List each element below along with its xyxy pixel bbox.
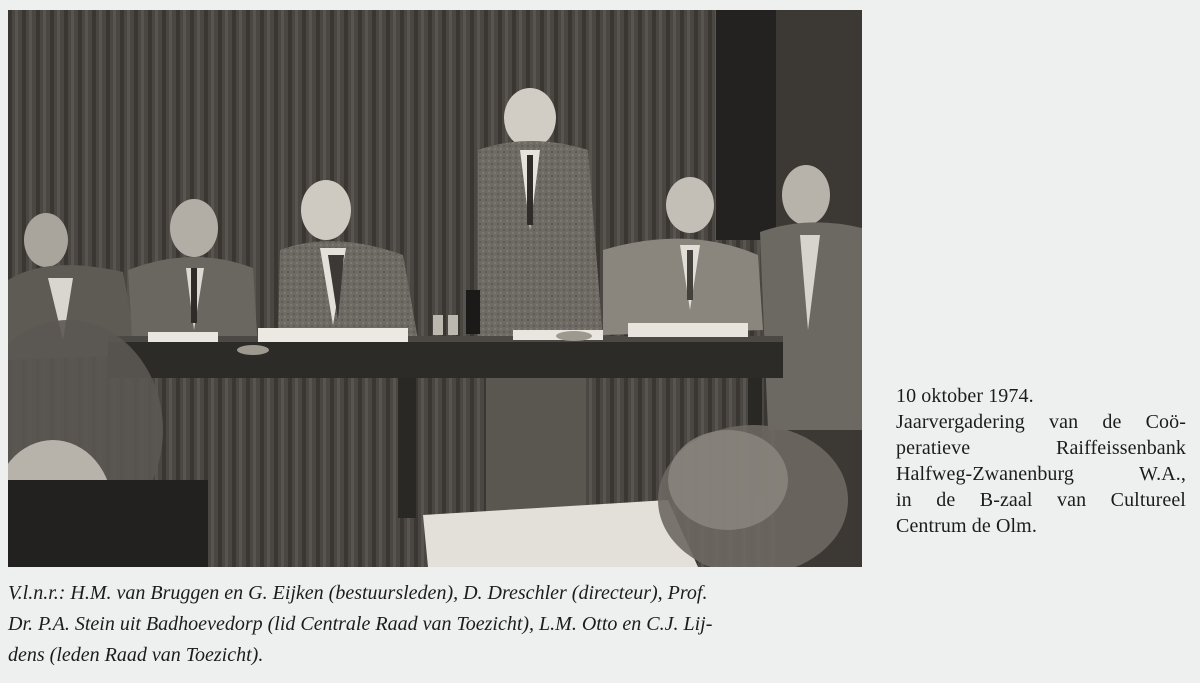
bottom-caption	[8, 578, 868, 671]
person-stein	[478, 88, 603, 515]
bottom-caption-line-2: Dr. P.A. Stein uit Badhoevedorp (lid Centrale Raad van Toezicht), L.M. Otto en C.J. Lij-	[8, 613, 713, 635]
caption-line-1: Jaarvergadering van de Coö-	[896, 411, 1186, 433]
bottom-caption-line-3: dens (leden Raad van Toezicht).	[8, 644, 264, 666]
caption-line-4: in de B-zaal van Cultureel	[896, 489, 1186, 511]
meeting-photo	[8, 10, 862, 567]
caption-line-5: Centrum de Olm.	[896, 515, 1037, 537]
caption-line-3: Halfweg-Zwanenburg W.A.,	[896, 463, 1186, 485]
bottom-caption-line-1: V.l.n.r.: H.M. van Bruggen en G. Eijken (bestuursleden), D. Dreschler (directeur), Prof.	[8, 582, 708, 604]
caption-line-2: peratieve Raiffeissenbank	[896, 437, 1186, 459]
side-caption	[896, 383, 1186, 539]
window-frame	[716, 10, 776, 240]
caption-date: 10 oktober 1974.	[896, 385, 1034, 407]
meeting-photo-drawing	[8, 10, 862, 567]
